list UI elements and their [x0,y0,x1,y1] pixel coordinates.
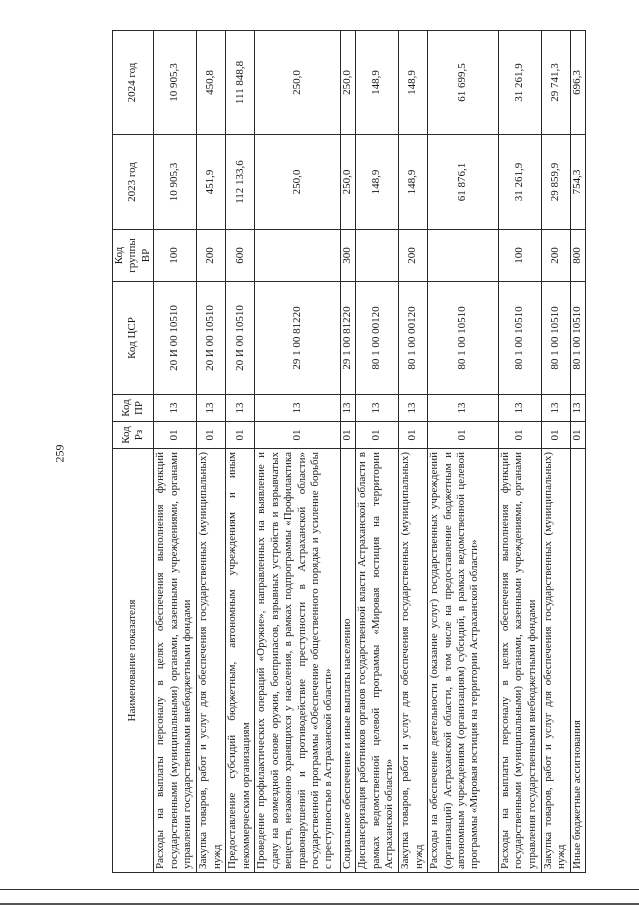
table-row [399,31,428,873]
budget-table-rotated [112,31,586,873]
row-rz: 01 [498,422,541,449]
row-name: Закупка товаров, работ и услуг для обеспечения государственных (муниципальных) нужд [541,449,570,873]
row-name: Расходы на выплаты персоналу в целях обеспечения выполнения функций государственными (муниципальными) органами, казенными учреждениями, органами управления государственными внебюджетными фондами [154,449,197,873]
table-row [340,31,356,873]
row-pr: 13 [541,395,570,422]
row-name: Расходы на выплаты персоналу в целях обеспечения выполнения функций государственными (муниципальными) органами, казенными учреждениями, органами управления государственными внебюджетными фондами [498,449,541,873]
row-vr: 800 [570,230,585,282]
row-name: Закупка товаров, работ и услуг для обеспечения государственных (муниципальных) нужд [399,449,428,873]
row-2024: 31 261,9 [498,31,541,135]
row-2023: 10 905,3 [154,135,197,230]
bottom-rule [0,889,639,890]
row-name: Закупка товаров, работ и услуг для обеспечения государственных (муниципальных) нужд [197,449,226,873]
row-2024: 61 699,5 [428,31,499,135]
row-rz: 01 [570,422,585,449]
table-row [255,31,340,873]
row-2024: 250,0 [255,31,340,135]
row-name: Иные бюджетные ассигнования [570,449,585,873]
row-name: Диспансеризация работников органов государственной власти Астраханской области в рамках ведомственной целевой программы «Мировая юстиция на территории Астраханской области» [356,449,399,873]
row-csr: 20 И 00 10510 [226,282,255,395]
row-vr: 100 [498,230,541,282]
table-row [541,31,570,873]
row-vr: 300 [340,230,356,282]
row-2024: 29 741,3 [541,31,570,135]
header-name: Наименование показателя [113,449,154,873]
row-rz: 01 [154,422,197,449]
row-2024: 450,8 [197,31,226,135]
header-pr: Код ПР [113,395,154,422]
row-2024: 111 848,8 [226,31,255,135]
row-vr [428,230,499,282]
row-vr: 200 [541,230,570,282]
row-csr: 20 И 00 10510 [154,282,197,395]
row-rz: 01 [197,422,226,449]
row-csr: 29 1 00 81220 [255,282,340,395]
row-2023: 112 133,6 [226,135,255,230]
row-name: Предоставление субсидий бюджетным, автономным учреждениям и иным некоммерческим организациям [226,449,255,873]
row-csr: 80 1 00 10510 [498,282,541,395]
row-2023: 451,9 [197,135,226,230]
header-2023: 2023 год [113,135,154,230]
row-vr [255,230,340,282]
row-2023: 29 859,9 [541,135,570,230]
table-header-row [113,31,154,873]
row-name: Проведение профилактических операций «Оружие», направленных на выявление и сдачу на возмездной основе оружия, боеприпасов, взрывных устройств и взрывчатых веществ, незаконно хранящихся у населения, в рамках подпрограммы «Профилактика правонарушений и противодействие преступности в Астраханской области» государственной программы «Обеспечение общественного порядка и усиление борьбы с преступностью в Астраханской области» [255,449,340,873]
row-2024: 148,9 [399,31,428,135]
table-row [498,31,541,873]
row-vr: 100 [154,230,197,282]
table-row [197,31,226,873]
row-rz: 01 [226,422,255,449]
header-rz: Код Рз [113,422,154,449]
budget-table [112,30,586,873]
row-csr: 80 1 00 10510 [570,282,585,395]
table-row [570,31,585,873]
row-2023: 250,0 [340,135,356,230]
row-pr: 13 [226,395,255,422]
row-pr: 13 [399,395,428,422]
row-vr: 600 [226,230,255,282]
header-2024: 2024 год [113,31,154,135]
row-rz: 01 [356,422,399,449]
row-csr: 80 1 00 00120 [356,282,399,395]
row-name: Расходы на обеспечение деятельности (оказание услуг) государственных учреждений (организаций) Астраханской области, в том числе на предоставление бюджетным и автономным учреждениям (организациям) субсидий, в рамках ведомственной целевой программы «Мировая юстиция на территории Астраханской области» [428,449,499,873]
row-rz: 01 [541,422,570,449]
page-number: 259 [52,444,67,463]
row-csr: 80 1 00 00120 [399,282,428,395]
table-row [154,31,197,873]
row-name: Социальное обеспечение и иные выплаты населению [340,449,356,873]
row-pr: 13 [255,395,340,422]
row-vr: 200 [399,230,428,282]
header-vr: Код группы ВР [113,230,154,282]
row-csr: 80 1 00 10510 [428,282,499,395]
row-2024: 696,3 [570,31,585,135]
row-rz: 01 [255,422,340,449]
table-row [226,31,255,873]
row-csr: 29 1 00 81220 [340,282,356,395]
row-csr: 80 1 00 10510 [541,282,570,395]
row-2023: 148,9 [356,135,399,230]
table-row [428,31,499,873]
row-vr [356,230,399,282]
row-2023: 148,9 [399,135,428,230]
row-rz: 01 [428,422,499,449]
row-csr: 20 И 00 10510 [197,282,226,395]
row-rz: 01 [399,422,428,449]
row-2024: 148,9 [356,31,399,135]
header-csr: Код ЦСР [113,282,154,395]
row-pr: 13 [356,395,399,422]
row-pr: 13 [570,395,585,422]
row-pr: 13 [498,395,541,422]
table-row [356,31,399,873]
row-2024: 250,0 [340,31,356,135]
row-rz: 01 [340,422,356,449]
row-2023: 31 261,9 [498,135,541,230]
row-vr: 200 [197,230,226,282]
row-2024: 10 905,3 [154,31,197,135]
row-2023: 754,3 [570,135,585,230]
row-2023: 250,0 [255,135,340,230]
row-pr: 13 [197,395,226,422]
row-pr: 13 [428,395,499,422]
row-2023: 61 876,1 [428,135,499,230]
row-pr: 13 [340,395,356,422]
row-pr: 13 [154,395,197,422]
